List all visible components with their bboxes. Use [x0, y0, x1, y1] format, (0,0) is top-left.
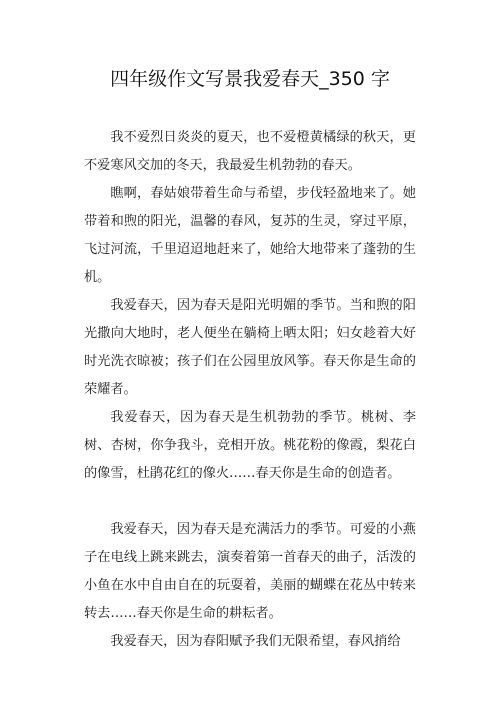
- paragraph-2: 瞧啊，春姑娘带着生命与希望，步伐轻盈地来了。她带着和煦的阳光，温馨的春风，复苏的生灵，穿过平原，飞过河流，千里迢迢地赶来了，她给大地带来了蓬勃的生机。: [84, 186, 416, 285]
- paragraph-6: 我爱春天，因为春阳赋予我们无限希望，春风捎给: [110, 634, 401, 649]
- paragraph-3: 我爱春天，因为春天是阳光明媚的季节。当和煦的阳光撒向大地时，老人便坐在躺椅上晒太阳；妇女趁着大好时光洗衣晾被；孩子们在公园里放风筝。春天你是生命的荣耀者。: [84, 298, 416, 397]
- paragraph-5: 我爱春天，因为春天是充满活力的季节。可爱的小燕子在电线上跳来跳去，演奏着第一首春天的曲子，活泼的小鱼在水中自由自在的玩耍着，美丽的蝴蝶在花丛中转来转去……春天你是生命的耕耘者。: [84, 522, 416, 621]
- paragraph-1: 我不爱烈日炎炎的夏天，也不爱橙黄橘绿的秋天，更不爱寒风交加的冬天，我最爱生机勃勃的春天。: [84, 130, 416, 173]
- paragraph-4: 我爱春天，因为春天是生机勃勃的季节。桃树、李树、杏树，你争我斗，竞相开放。桃花粉的像霞，梨花白的像雪，杜鹃花红的像火……春天你是生命的创造者。: [84, 410, 416, 481]
- document-title: 四年级作文写景我爱春天_350 字: [110, 68, 390, 90]
- document-body: [84, 124, 416, 656]
